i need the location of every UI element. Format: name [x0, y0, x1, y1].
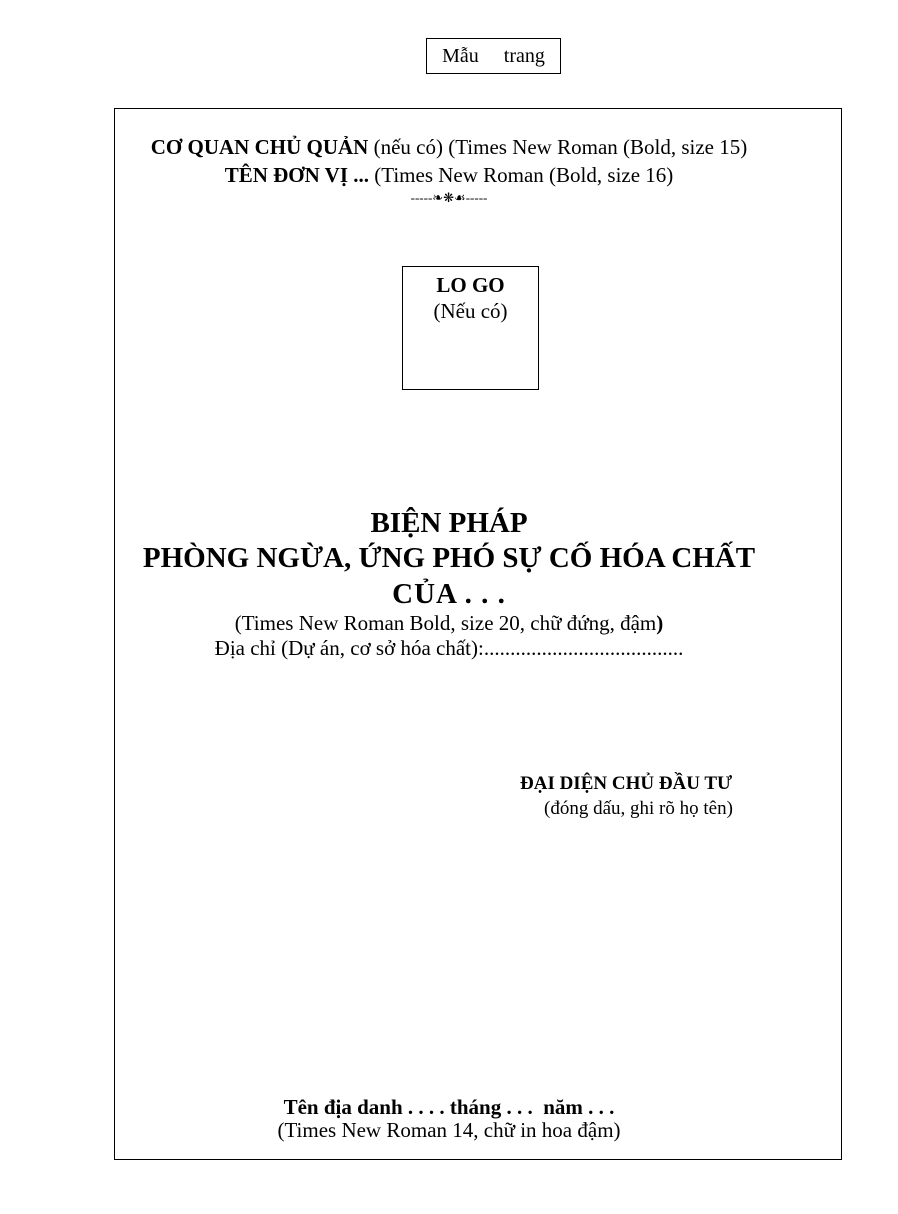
title-font-note-text: (Times New Roman Bold, size 20, chữ đứng, đậm	[234, 611, 657, 635]
representative-label: ĐẠI DIỆN CHỦ ĐẦU TƯ	[520, 773, 733, 794]
unit-note: (Times New Roman (Bold, size 16)	[369, 163, 674, 187]
address-line: Địa chỉ (Dự án, cơ sở hóa chất):......................................	[214, 636, 684, 660]
title-line-1: BIỆN PHÁP	[370, 507, 528, 539]
logo-placeholder	[402, 266, 539, 390]
template-tag: Mẫu trang	[426, 38, 561, 74]
title-line-3: CỦA . . .	[392, 578, 506, 610]
unit-name: TÊN ĐƠN VỊ ...	[224, 163, 369, 187]
title-font-note	[0, 610, 898, 636]
place-date-line: Tên địa danh . . . . tháng . . . năm . . .	[283, 1095, 615, 1119]
unit-header	[0, 161, 898, 189]
ornament-divider: -----❧❋☙-----	[410, 190, 488, 205]
agency-name: CƠ QUAN CHỦ QUẢN	[150, 135, 369, 159]
title-font-note-close: )	[656, 611, 664, 635]
title-line-2: PHÒNG NGỪA, ỨNG PHÓ SỰ CỐ HÓA CHẤT	[142, 542, 756, 574]
logo-subtitle: (Nếu có)	[433, 299, 508, 323]
agency-header	[0, 133, 898, 161]
logo-title: LO GO	[436, 273, 505, 297]
footer-font-note: (Times New Roman 14, chữ in hoa đậm)	[277, 1118, 621, 1142]
agency-note: (nếu có) (Times New Roman (Bold, size 15)	[368, 135, 748, 159]
representative-note: (đóng dấu, ghi rõ họ tên)	[544, 798, 733, 819]
